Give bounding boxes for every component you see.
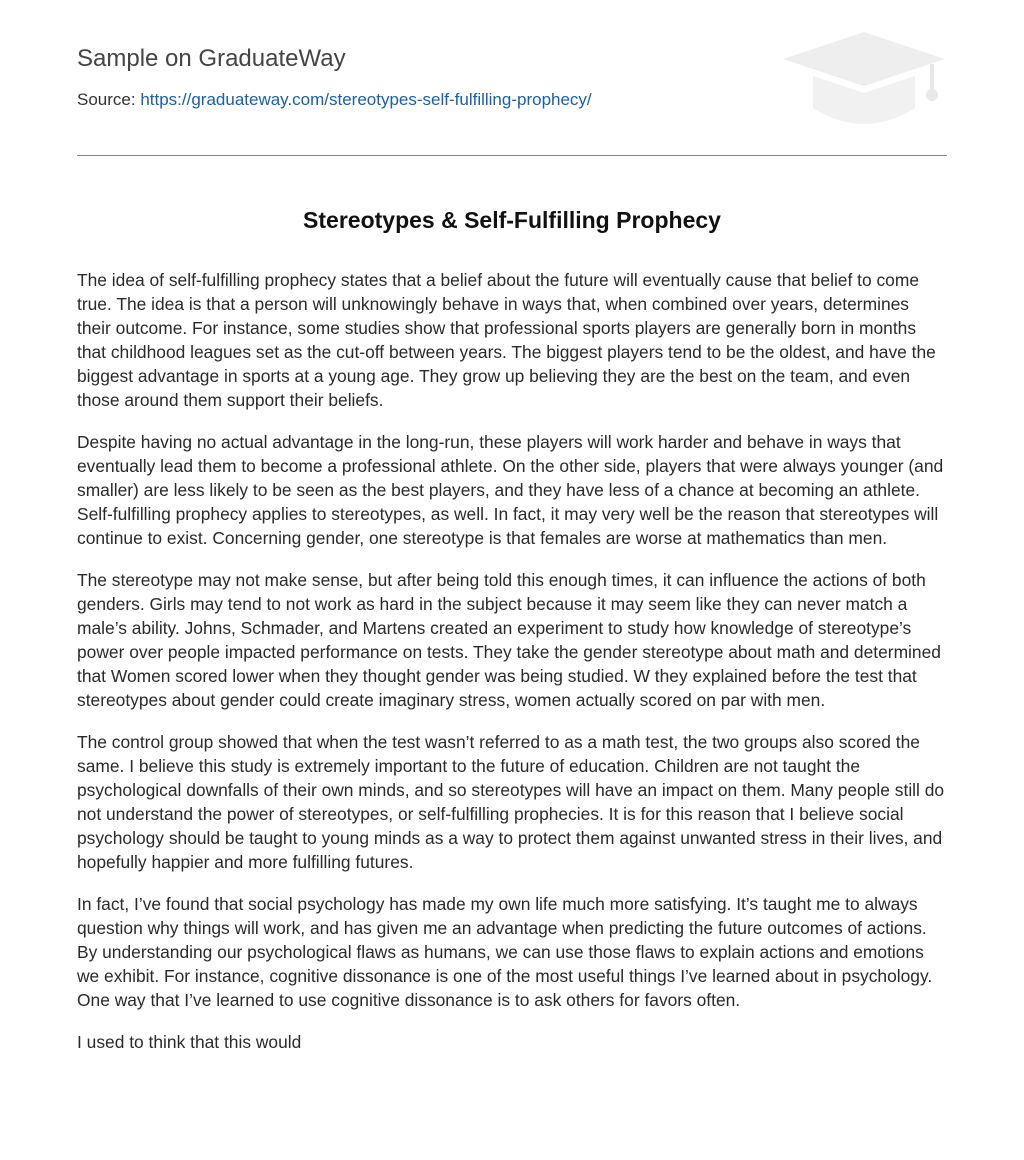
source-link[interactable]: https://graduateway.com/stereotypes-self-fulfilling-prophecy/ [140,90,592,109]
source-label: Source: [77,90,141,109]
site-title: Sample on GraduateWay [77,45,346,72]
source-line [77,89,592,111]
paragraph: In fact, I’ve found that social psychology has made my own life much more satisfying. It’s taught me to always question why things will work, and has given me an advantage when predicting the future outcomes of actions. By understanding our psychological flaws as humans, we can use those flaws to explain actions and emotions we exhibit. For instance, cognitive dissonance is one of the most useful things I’ve learned about in psychology. One way that I’ve learned to use cognitive dissonance is to ask others for favors often. [77,894,933,1010]
paragraph: The stereotype may not make sense, but after being told this enough times, it can influence the actions of both genders. Girls may tend to not work as hard in the subject because it may seem like they can never match a male’s ability. Johns, Schmader, and Martens created an experiment to study how knowledge of stereotype’s power over people impacted performance on tests. They take the gender stereotype about math and determined that Women scored lower when they thought gender was being studied. W they explained before the test that stereotypes about gender could create imaginary stress, women actually scored on par with men. [77,570,941,710]
paragraph: Despite having no actual advantage in the long-run, these players will work harder and behave in ways that eventually lead them to become a professional athlete. On the other side, players that were always younger (and smaller) are less likely to be seen as the best players, and they have less of a chance at becoming an athlete. Self-fulfilling prophecy applies to stereotypes, as well. In fact, it may very well be the reason that stereotypes will continue to exist. Concerning gender, one stereotype is that females are worse at mathematics than men. [77,432,944,548]
paragraph: The idea of self-fulfilling prophecy states that a belief about the future will eventually cause that belief to come true. The idea is that a person will unknowingly behave in ways that, when combined over years, determines their outcome. For instance, some studies show that professional sports players are generally born in months that childhood leagues set as the cut-off between years. The biggest players tend to be the oldest, and have the biggest advantage in sports at a young age. They grow up believing they are the best on the team, and even those around them support their beliefs. [77,270,936,410]
paragraph: I used to think that this would [77,1032,302,1052]
document-title: Stereotypes & Self-Fulfilling Prophecy [303,207,721,233]
page-header [77,0,947,156]
header-divider [77,155,947,156]
graduation-cap-icon [781,28,947,134]
paragraph: The control group showed that when the test wasn’t referred to as a math test, the two groups also scored the same. I believe this study is extremely important to the future of education. Children are not taught the psychological downfalls of their own minds, and so stereotypes will have an impact on them. Many people still do not understand the power of stereotypes, or self-fulfilling prophecies. It is for this reason that I believe social psychology should be taught to young minds as a way to protect them against unwanted stress in their lives, and hopefully happier and more fulfilling futures. [77,732,945,872]
article-body [77,268,947,1072]
